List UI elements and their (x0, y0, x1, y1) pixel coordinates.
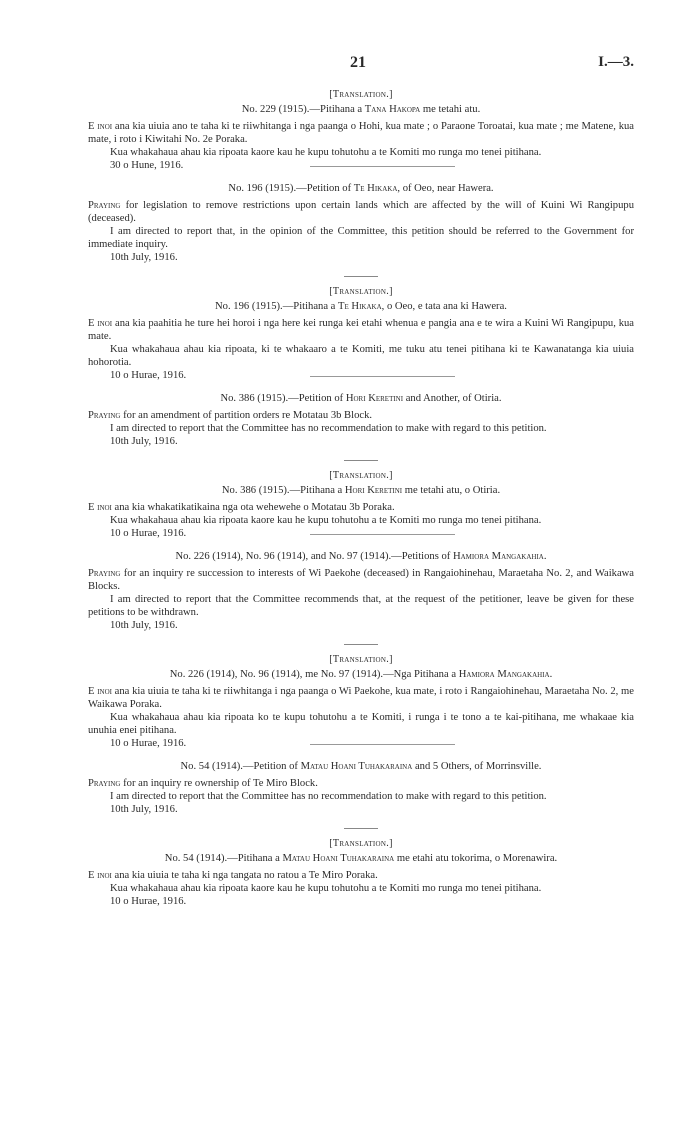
committee-report: Kua whakahaua ahau kia ripoata ko te kupu tohutohu a te Komiti, i runga i te tono a te kai-pitihana, me whakaae kia unuhia enei pitihana. (88, 712, 634, 736)
petition-prayer: E inoi ana kia uiuia te taha ki nga tangata no ratou a Te Miro Poraka. (88, 870, 378, 881)
petitioner-name: Matau Hoani Tuhakaraina (300, 761, 413, 772)
petition-prayer: Praying for an inquiry re ownership of Te Miro Block. (88, 778, 318, 789)
petition-title: No. 229 (1915).—Pitihana a Tana Hakopa me tetahi atu. (241, 104, 481, 115)
committee-report: I am directed to report that the Committee has no recommendation to make with regard to this petition. (110, 423, 547, 434)
committee-report: I am directed to report that the Committee recommends that, at the request of the petitioner, leave be given for these petitions to be withdrawn. (88, 594, 634, 618)
report-date: 10th July, 1916. (110, 804, 178, 815)
committee-report: Kua whakahaua ahau kia ripoata kaore kau he kupu tohutohu a te Komiti mo runga mo tenei pitihana. (110, 883, 542, 894)
translation-heading: [Translation.] (329, 470, 393, 481)
petitioner-name: Hamiora Mangakahia (452, 551, 544, 562)
committee-report: I am directed to report that, in the opinion of the Committee, this petition should be referred to the Government for immediate inquiry. (88, 226, 634, 250)
petitioner-name: Te Hikaka (353, 183, 398, 194)
petition-prayer: E inoi ana kia uiuia te taha ki te riiwhitanga i nga paanga o Wi Paekohe, kua mate, i roto i Rangaiohinehau, Maraetaha No. 2, me Waikawa Poraka. (88, 686, 634, 710)
petition-entry (88, 550, 634, 632)
committee-report: Kua whakahaua ahau kia ripoata kaore kau he kupu tohutohu a te Komiti mo runga mo tenei pitihana. (110, 515, 542, 526)
committee-report: Kua whakahaua ahau kia ripoata kaore kau he kupu tohutohu a te Komiti mo runga mo tenei pitihana. (110, 147, 542, 158)
translation-heading: [Translation.] (329, 654, 393, 665)
petition-title: No. 386 (1915).—Petition of Hori Keretini and Another, of Otiria. (220, 393, 502, 404)
committee-report: I am directed to report that the Committee has no recommendation to make with regard to this petition. (110, 791, 547, 802)
translation-heading: [Translation.] (329, 286, 393, 297)
page-number: 21 (350, 54, 366, 71)
petition-title: No. 196 (1915).—Pitihana a Te Hikaka, o Oeo, e tata ana ki Hawera. (215, 301, 507, 312)
petition-entry (88, 182, 634, 264)
report-date: 30 o Hune, 1916. (110, 159, 634, 172)
petition-prayer: Praying for an inquiry re succession to interests of Wi Paekohe (deceased) in Rangaiohinehau, Maraetaha No. 2, and Waikawa Blocks. (88, 568, 634, 592)
separator-rule (344, 460, 378, 461)
report-date: 10th July, 1916. (110, 620, 178, 631)
petition-entry (88, 760, 634, 816)
petition-prayer: E inoi ana kia paahitia he ture hei horoi i nga here kei runga kei etahi whenua e pangia ana e te wira a Kuini Wi Rangipupu, kua mate. (88, 318, 634, 342)
translation-heading: [Translation.] (329, 89, 393, 100)
petition-prayer: E inoi ana kia uiuia ano te taha ki te riiwhitanga i nga paanga o Hohi, kua mate ; o Paraone Toroatai, kua mate ; me Matene, kua mate, i roto i Kiwitahi No. 2e Poraka. (88, 121, 634, 145)
paper-id: I.—3. (598, 54, 634, 70)
petition-title: No. 386 (1915).—Pitihana a Hori Keretini me tetahi atu, o Otiria. (221, 485, 501, 496)
petition-title: No. 54 (1914).—Pitihana a Matau Hoani Tuhakaraina me etahi atu tokorima, o Morenawira. (164, 853, 558, 864)
petition-entry (88, 300, 634, 382)
petition-title: No. 54 (1914).—Petition of Matau Hoani Tuhakaraina and 5 Others, of Morrinsville. (180, 761, 542, 772)
petitioner-name: Hori Keretini (344, 485, 403, 496)
separator-rule (344, 276, 378, 277)
petitioner-name: Te Hikaka (338, 301, 382, 312)
petitioner-name: Matau Hoani Tuhakaraina (282, 853, 395, 864)
petitioner-name: Hamiora Mangakahia (458, 669, 550, 680)
petition-entry (88, 392, 634, 448)
petitioner-name: Tana Hakopa (364, 104, 421, 115)
petition-title: No. 196 (1915).—Petition of Te Hikaka, of Oeo, near Hawera. (228, 183, 494, 194)
petition-title: No. 226 (1914), No. 96 (1914), me No. 97 (1914).—Nga Pitihana a Hamiora Mangakahia. (169, 669, 553, 680)
document-page (88, 56, 634, 908)
separator-rule (344, 644, 378, 645)
petitioner-name: Hori Keretini (345, 393, 404, 404)
report-date: 10th July, 1916. (110, 436, 178, 447)
report-date: 10th July, 1916. (110, 252, 178, 263)
translation-heading: [Translation.] (329, 838, 393, 849)
page-header (88, 56, 634, 80)
petition-entry (88, 852, 634, 908)
report-date: 10 o Hurae, 1916. (110, 737, 634, 750)
petition-prayer: Praying for an amendment of partition orders re Motatau 3b Block. (88, 410, 373, 421)
separator-rule (344, 828, 378, 829)
report-date: 10 o Hurae, 1916. (110, 896, 187, 907)
petition-entry (88, 484, 634, 540)
committee-report: Kua whakahaua ahau kia ripoata, ki te whakaaro a te Komiti, me tuku atu tenei pitihana ki te Kawanatanga kia uiuia hohorotia. (88, 344, 634, 368)
petition-entry (88, 103, 634, 172)
report-date: 10 o Hurae, 1916. (110, 527, 634, 540)
petition-prayer: E inoi ana kia whakatikatikaina nga ota wehewehe o Motatau 3b Poraka. (88, 502, 395, 513)
petition-entry (88, 668, 634, 750)
report-date: 10 o Hurae, 1916. (110, 369, 634, 382)
petition-title: No. 226 (1914), No. 96 (1914), and No. 97 (1914).—Petitions of Hamiora Mangakahia. (175, 551, 547, 562)
petition-prayer: Praying for legislation to remove restrictions upon certain lands which are affected by the will of Kuini Wi Rangipupu (deceased). (88, 200, 634, 224)
